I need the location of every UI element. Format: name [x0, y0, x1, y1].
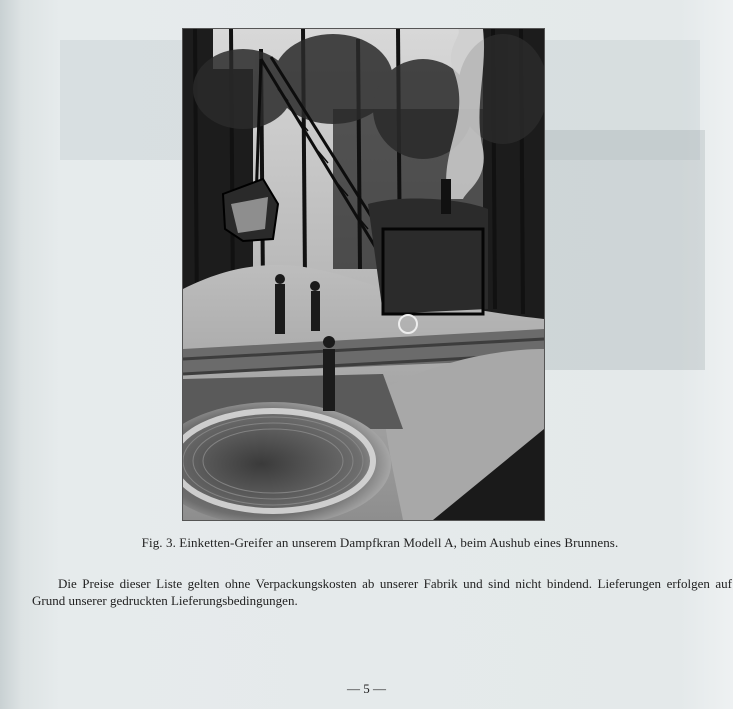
- show-through-shadow: [545, 130, 705, 370]
- price-notice: Die Preise dieser Liste gelten ohne Verpackungskosten ab unserer Fabrik und sind nicht bindend. Lieferungen erfolgen auf Grund unserer gedruckten Lieferungsbedingungen.: [32, 576, 732, 608]
- figure-caption: Fig. 3. Einketten-Greifer an unserem Dampfkran Modell A, beim Aushub eines Brunnens.: [141, 535, 619, 550]
- crane-photograph: [183, 29, 544, 520]
- page-number: — 5 —: [347, 681, 386, 696]
